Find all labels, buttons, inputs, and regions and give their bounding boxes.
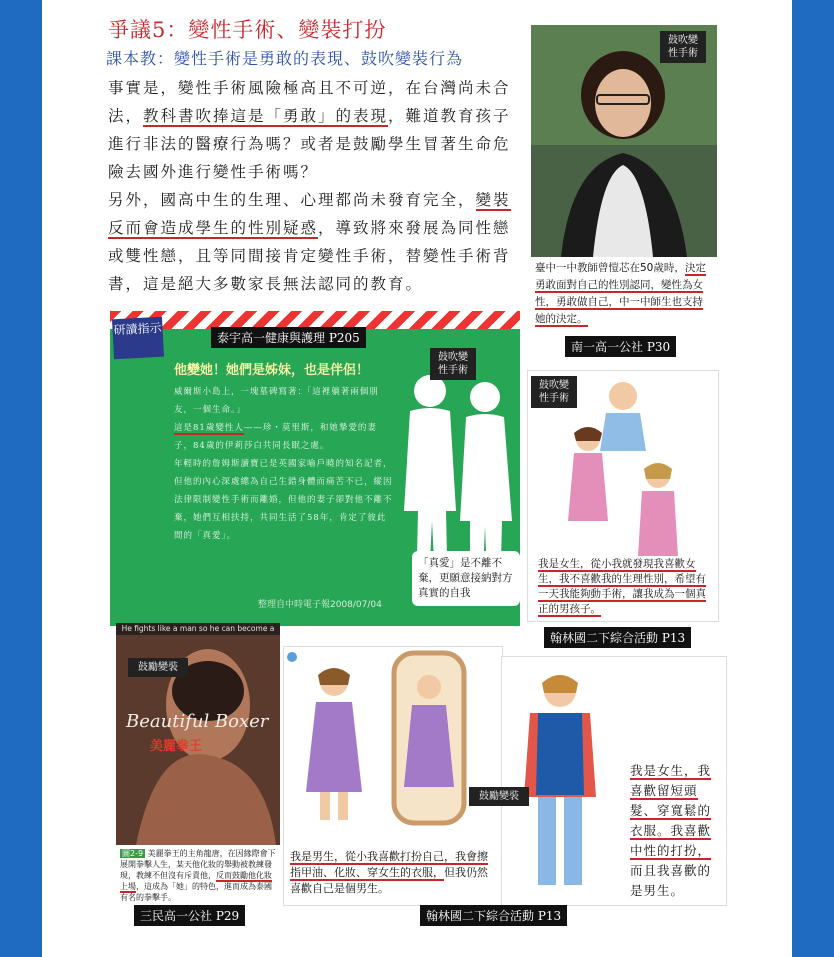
girl-caption-underlined: 我是女生，從小我就發現我喜歡女生，我不喜歡我的生理性別，希望有一天我能夠動手術，讓我成為一個真正的男孩子。 (538, 558, 706, 615)
tag-promote-surgery-cartoon: 鼓吹變性手術 (531, 376, 577, 408)
main-paragraph (108, 74, 524, 298)
tag-encourage-crossdress-movie: 鼓勵變裝 (128, 658, 188, 677)
paragraph-2 (108, 186, 524, 298)
movie-title-cn: 美麗拳王 (150, 739, 203, 754)
boy-caption (290, 849, 498, 897)
page-subtitle: 課本教：變性手術是勇敢的表現、鼓吹變裝行為 (106, 49, 464, 68)
cartoon-boy-mirror-panel (283, 646, 503, 906)
page-title: 爭議5：變性手術、變裝打扮 (108, 18, 387, 42)
source-tag-sanmin: 三民高一公社 P29 (134, 905, 245, 926)
paragraph-1 (108, 74, 524, 186)
green-text-3: 年輕時的詹姆斯讀寶已是英國家喻戶曉的知名記者，但他的內心深處總為自己生錯身體而痛苦不已，縱因法律限制變性手術而離婚，但他的妻子卻對他不離不棄，她們互相扶持，共同生活了58年，肯定了彼此間的「真愛」。 (174, 459, 393, 541)
boy-mirror-cartoon-image (284, 647, 502, 837)
green-headline: 他變她！她們是姊妹，也是伴侶！ (174, 363, 370, 378)
green-credit: 整理自中時電子報2008/07/04 (258, 600, 382, 610)
green-text-2: ——珍・莫里斯，和她摯愛的妻子，84歲的伊莉莎白共同長眠之處。 (174, 423, 377, 451)
tag-promote-surgery-top: 鼓吹變性手術 (660, 31, 706, 63)
p2-text-b: ，導致將來發展為同性戀或雙性戀，且等同間接肯定變性手術，替變性手術背書，這是絕大多數家長無法認同的教育。 (108, 219, 511, 293)
movie-caption (116, 845, 280, 905)
short-hair-caption (630, 761, 722, 901)
source-tag-hanlin-bottom: 翰林國二下綜合活動 P13 (420, 905, 567, 926)
teacher-caption-underlined: 決定勇敢面對自己的性別認同，變性為女性，勇敢做自己，中一中師生也支持她的決定。 (535, 262, 706, 325)
p1-underlined: 教科書吹捧這是「勇敢」的表現 (143, 107, 389, 125)
p2-underlined: 變裝反而會造成學生的性別疑惑 (108, 191, 511, 237)
short-hair-caption-underlined: 我是女生，我喜歡留短頭髮、穿寬鬆的衣服。我喜歡中性的打扮， (630, 763, 712, 858)
movie-caption-text-a: 美麗拳王的主角龍唐，在因緣際會下展開拳擊人生，某天他化妝的舉動被教練發現，教練不但沒有斥責他， (120, 849, 276, 880)
source-tag-hanlin-top: 翰林國二下綜合活動 P13 (544, 627, 691, 648)
cartoon-girl-short-hair-panel (501, 656, 727, 906)
p2-text-a: 另外，國高中生的生理、心理都尚未發育完全， (108, 191, 476, 209)
teacher-caption (531, 257, 717, 331)
movie-title-en: Beautiful Boxer (126, 711, 269, 732)
study-guide-badge: 研讀指示 (112, 317, 164, 360)
movie-banner: He fights like a man so he can become a (121, 624, 275, 633)
green-text-1: 威爾斯小島上，一塊墓碑寫著：「這裡躺著兩個朋友，一個生命。」 (174, 387, 379, 415)
p1-text-a: 事實是，變性手術風險極高且不可逆，在台灣尚未合法， (108, 79, 511, 125)
p1-text-b: ，難道教育孩子進行非法的醫療行為嗎？或者是鼓勵學生冒著生命危險去國外進行變性手術嗎？ (108, 107, 511, 181)
true-love-quote: 「真愛」是不離不棄，更願意接納對方真實的自我 (412, 551, 520, 606)
short-hair-caption-text: 而且我喜歡的是男生。 (630, 863, 712, 898)
girl-caption (538, 557, 713, 617)
short-hair-girl-cartoon-image (502, 657, 622, 897)
tag-encourage-crossdress-cartoon: 鼓勵變裝 (469, 787, 529, 806)
green-text-2-underlined: 這是81歲變性人 (174, 423, 244, 433)
boy-caption-text: 但我仍然喜歡自己是個男生。 (290, 866, 488, 895)
source-tag-nanyi: 南一高一公社 P30 (565, 336, 676, 357)
movie-caption-text-b: ，這成為「她」的特色，進而成為泰國有名的拳擊手。 (120, 882, 272, 902)
teacher-caption-text: 臺中一中教師曾愷芯在50歲時， (535, 262, 685, 274)
boy-caption-underlined: 我是男生，從小我喜歡打扮自己，我會擦指甲油、化妝、穿女生的衣服， (290, 850, 488, 879)
green-body (174, 383, 394, 545)
movie-caption-underlined: 反而鼓勵他化妝上場 (120, 871, 272, 891)
figure-label: 圖2-9 (122, 849, 144, 858)
source-tag-taiyu: 泰宇高一健康與護理 P205 (211, 327, 366, 348)
tag-promote-surgery-green: 鼓吹變性手術 (430, 348, 476, 380)
